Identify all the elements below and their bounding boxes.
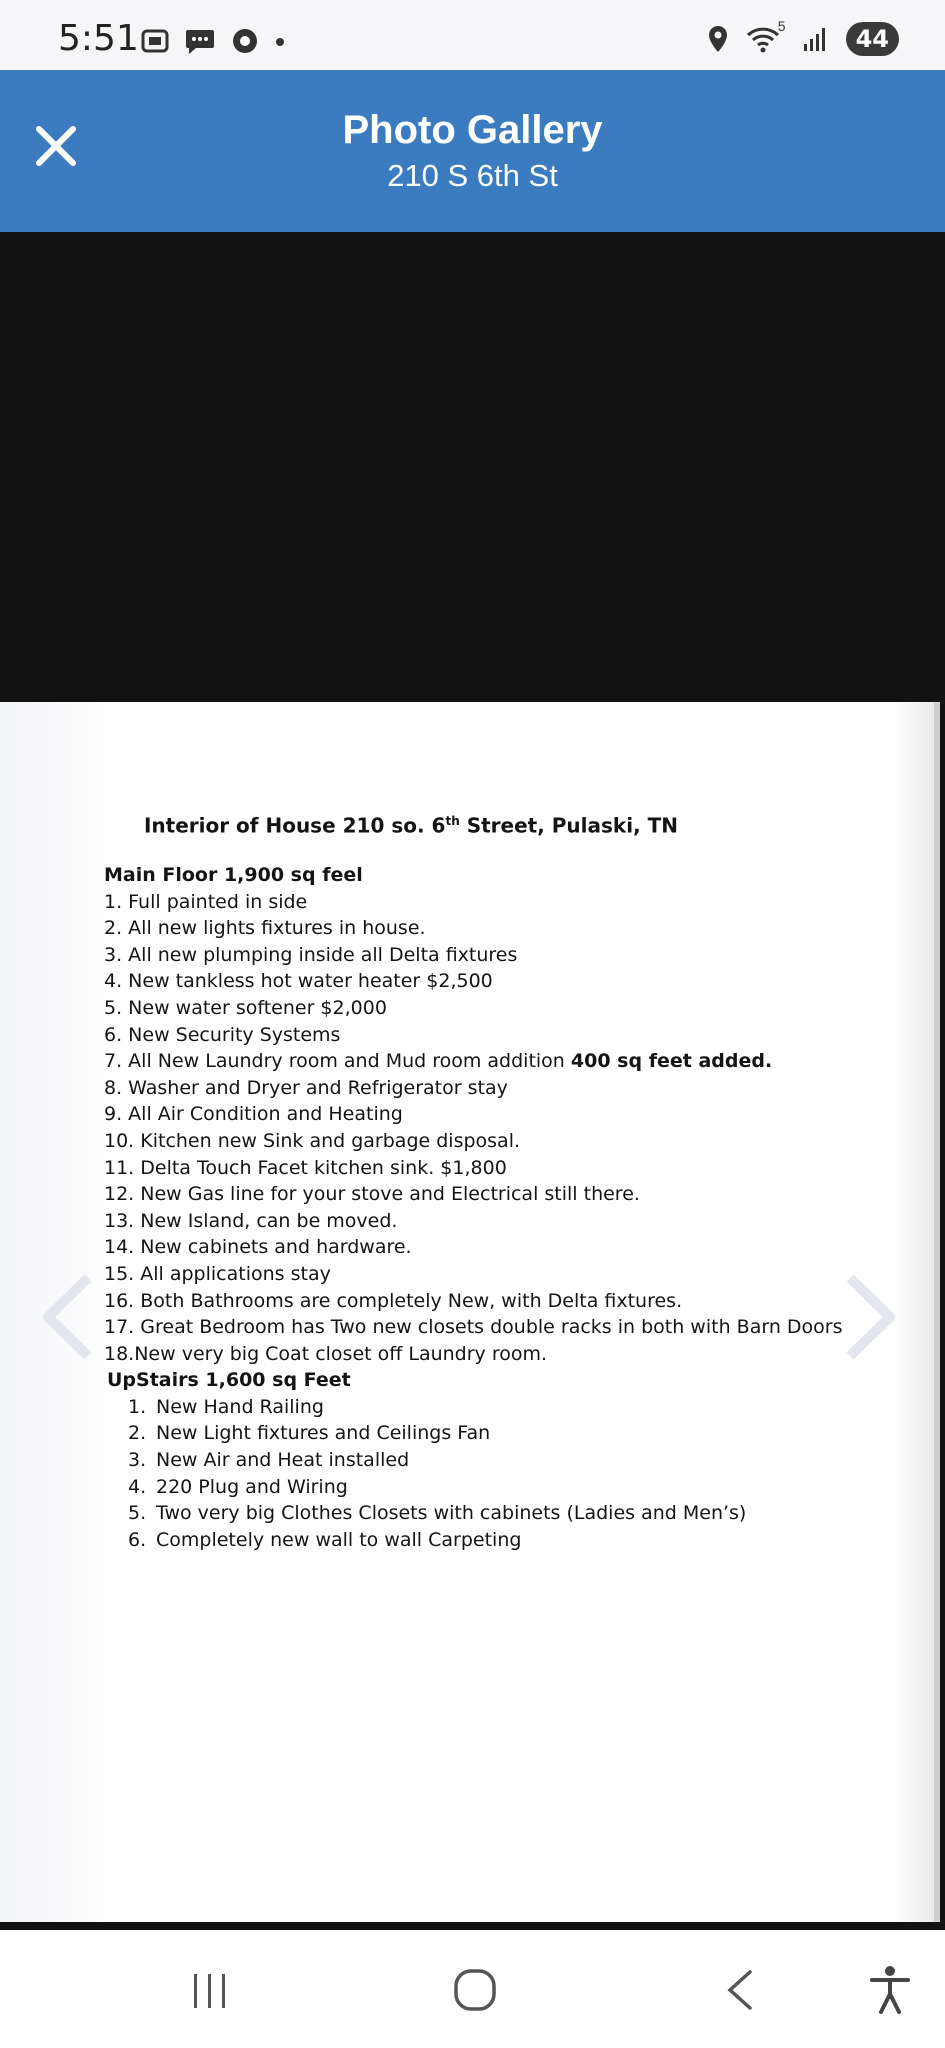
list-item: 6. New Security Systems [104,1023,341,1046]
back-icon [720,1966,760,2014]
list-item: 6. Completely new wall to wall Carpeting [128,1528,522,1551]
wifi-icon [746,24,780,54]
status-system-icons [706,18,899,56]
list-item: 17. Great Bedroom has Two new closets double racks in both with Barn Doors [104,1316,843,1339]
accessibility-button[interactable] [858,1960,922,2020]
home-icon [451,1966,499,2014]
list-item: 9. All Air Condition and Heating [104,1103,403,1126]
list-item: 1. Full painted in side [104,890,308,913]
list-item: 14. New cabinets and hardware. [104,1236,412,1259]
list-item: 3. All new plumping inside all Delta fixtures [104,943,518,966]
previous-photo-button[interactable] [38,1272,98,1362]
main-floor-heading: Main Floor 1,900 sq feel [104,864,363,886]
list-item: 4. New tankless hot water heater $2,500 [104,970,493,993]
battery-indicator: 44 [846,22,899,56]
list-item: 4. 220 Plug and Wiring [128,1475,348,1498]
recents-button[interactable] [178,1960,242,2020]
home-button[interactable] [443,1960,507,2020]
list-item: 8. Washer and Dryer and Refrigerator stay [104,1076,508,1099]
location-icon [706,24,730,54]
document-title: Interior of House 210 so. 6th Street, Pulaski, TN [143,813,679,838]
list-item: 15. All applications stay [104,1262,331,1285]
screenshot-icon [140,26,170,56]
wifi-badge: 5 [777,18,786,34]
page-title: Photo Gallery [342,108,603,152]
list-item: 5. New water softener $2,000 [104,996,387,1019]
signal-icon [802,24,830,54]
status-notification-icons [140,26,286,56]
status-time: 5:51 [58,18,139,59]
photo-viewer[interactable] [0,232,945,1930]
chrome-icon [230,26,260,56]
list-item: 2. All new lights fixtures in house. [104,917,426,940]
chevron-right-icon [840,1272,900,1362]
list-item: 2. New Light fixtures and Ceilings Fan [128,1422,491,1445]
upstairs-heading: UpStairs 1,600 sq Feet [107,1369,351,1392]
back-button[interactable] [708,1960,772,2020]
list-item: 11. Delta Touch Facet kitchen sink. $1,800 [104,1156,507,1179]
recents-icon [188,1970,232,2010]
status-bar [0,0,945,70]
list-item: 13. New Island, can be moved. [104,1209,398,1232]
list-item: 18.New very big Coat closet off Laundry room. [104,1342,548,1365]
wifi-status [746,18,786,54]
chevron-left-icon [38,1272,98,1362]
list-item: 12. New Gas line for your stove and Electrical still there. [104,1183,640,1206]
gallery-photo[interactable] [0,702,940,1922]
list-item: 16. Both Bathrooms are completely New, with Delta fixtures. [104,1289,683,1312]
list-item: 3. New Air and Heat installed [128,1449,410,1472]
page-subtitle: 210 S 6th St [387,158,558,193]
document-body [104,862,924,1553]
photo-edge [934,702,940,1922]
accessibility-icon [868,1964,912,2016]
more-notifications-icon [274,26,286,56]
chat-icon [184,26,216,56]
system-nav-bar [0,1930,945,2048]
list-item: 1. New Hand Railing [128,1395,324,1418]
list-item: 5. Two very big Clothes Closets with cabinets (Ladies and Men’s) [128,1502,747,1525]
list-item: 10. Kitchen new Sink and garbage disposal. [104,1129,521,1152]
list-item: 7. All New Laundry room and Mud room addition 400 sq feet added. [104,1050,773,1073]
next-photo-button[interactable] [840,1272,900,1362]
gallery-header [0,70,945,232]
